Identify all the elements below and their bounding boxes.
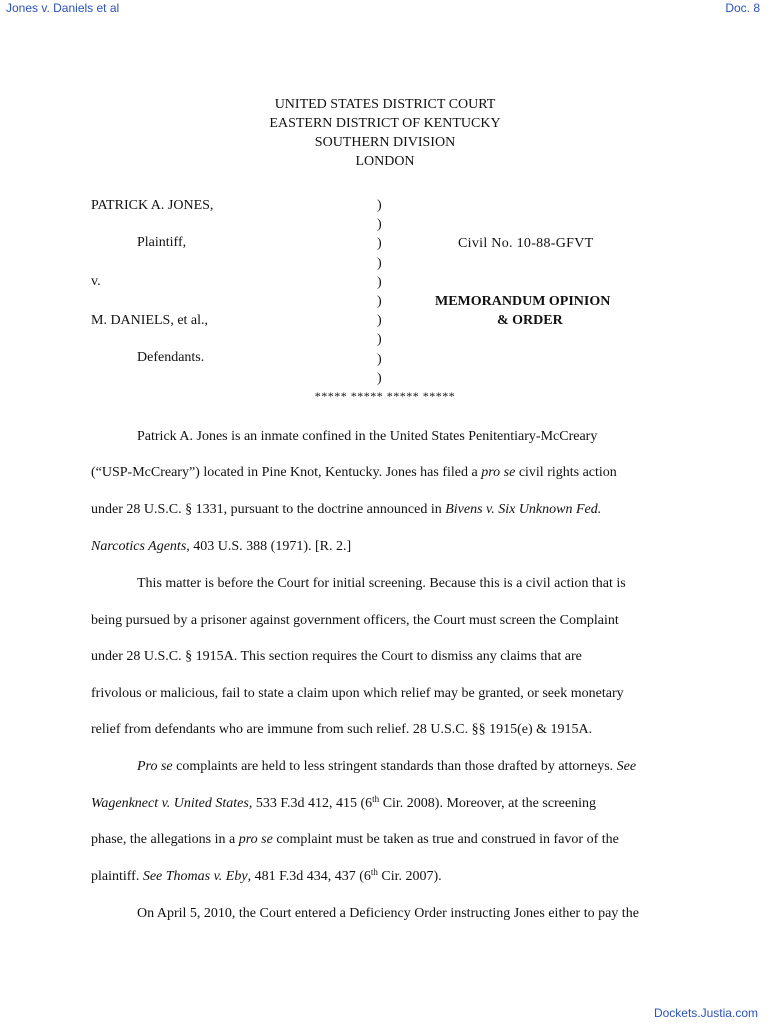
paragraph-1-line-4 <box>91 538 351 556</box>
paren: ) <box>377 255 382 271</box>
versus: v. <box>91 274 101 289</box>
doc-number-link[interactable]: Doc. 8 <box>725 1 760 15</box>
paren: ) <box>377 236 382 252</box>
ordinal-suffix: th <box>372 794 380 804</box>
paragraph-4-line-1: On April 5, 2010, the Court entered a Deficiency Order instructing Jones either to pay the <box>137 906 639 921</box>
court-division: SOUTHERN DIVISION <box>314 135 456 150</box>
court-location: LONDON <box>355 154 415 169</box>
paragraph-3-line-1 <box>137 758 636 776</box>
case-citation: Narcotics Agents <box>91 539 187 554</box>
paragraph-3-line-3 <box>91 831 619 849</box>
case-citation: See Thomas v. Eby <box>142 869 248 884</box>
plaintiff-role: Plaintiff, <box>137 235 187 250</box>
text-span: under 28 U.S.C. § 1331, pursuant to the doctrine announced in <box>91 502 446 517</box>
plaintiff-name: PATRICK A. JONES, <box>91 198 214 213</box>
italic-span: Pro se <box>137 759 173 774</box>
text-span: , 481 F.3d 434, 437 (6 <box>247 869 371 884</box>
paragraph-3-line-4 <box>91 868 442 886</box>
document-title-line2: & ORDER <box>497 313 563 328</box>
paren: ) <box>377 294 382 310</box>
defendant-role: Defendants. <box>137 350 205 365</box>
civil-number: Civil No. 10-88-GFVT <box>458 236 594 251</box>
text-span: Cir. 2008). Moreover, at the screening <box>379 796 596 811</box>
paren: ) <box>377 351 382 367</box>
paragraph-1-line-3 <box>91 501 601 519</box>
paragraph-1-line-2 <box>91 464 617 482</box>
document-title-line1: MEMORANDUM OPINION <box>435 294 611 309</box>
text-span: phase, the allegations in a <box>91 832 239 847</box>
paren: ) <box>377 217 382 233</box>
section-separator: ***** ***** ***** ***** <box>314 389 456 403</box>
case-title-link[interactable]: Jones v. Daniels et al <box>6 1 120 15</box>
paragraph-2-line-4: frivolous or malicious, fail to state a claim upon which relief may be granted, or seek monetary <box>91 686 624 701</box>
paren: ) <box>377 313 382 329</box>
paragraph-2-line-1: This matter is before the Court for initial screening. Because this is a civil action that is <box>137 576 626 591</box>
source-link[interactable]: Dockets.Justia.com <box>653 1006 758 1020</box>
defendant-name: M. DANIELS, et al., <box>91 313 209 328</box>
text-span: plaintiff. <box>91 869 143 884</box>
paragraph-2-line-3: under 28 U.S.C. § 1915A. This section requires the Court to dismiss any claims that are <box>91 649 582 664</box>
opinion-body <box>91 0 691 1024</box>
text-span: (“USP-McCreary”) located in Pine Knot, Kentucky. Jones has filed a <box>91 465 482 480</box>
text-span: Cir. 2007). <box>377 869 442 884</box>
text-span: , 533 F.3d 412, 415 (6 <box>248 796 373 811</box>
paren: ) <box>377 332 382 348</box>
case-citation: Wagenknect v. United States <box>91 796 249 811</box>
ordinal-suffix: th <box>370 867 378 877</box>
case-citation: Bivens v. Six Unknown Fed. <box>445 502 602 517</box>
paragraph-2-line-5: relief from defendants who are immune from such relief. 28 U.S.C. §§ 1915(e) & 1915A. <box>91 722 593 737</box>
text-span: , 403 U.S. 388 (1971). [R. 2.] <box>186 539 352 554</box>
paragraph-3-line-2 <box>91 795 596 813</box>
italic-span: pro se <box>238 832 273 847</box>
italic-span: pro se <box>481 465 516 480</box>
court-name: UNITED STATES DISTRICT COURT <box>274 97 496 112</box>
paragraph-2-line-2: being pursued by a prisoner against government officers, the Court must screen the Complaint <box>91 613 619 628</box>
paren: ) <box>377 274 382 290</box>
text-span: complaints are held to less stringent standards than those drafted by attorneys. <box>172 759 617 774</box>
paren: ) <box>377 198 382 213</box>
paragraph-1-line-1: Patrick A. Jones is an inmate confined in the United States Penitentiary-McCreary <box>137 429 598 444</box>
signal-see: See <box>616 759 637 774</box>
text-span: complaint must be taken as true and construed in favor of the <box>272 832 619 847</box>
paren: ) <box>377 370 382 386</box>
court-district: EASTERN DISTRICT OF KENTUCKY <box>269 116 501 131</box>
text-span: civil rights action <box>515 465 617 480</box>
